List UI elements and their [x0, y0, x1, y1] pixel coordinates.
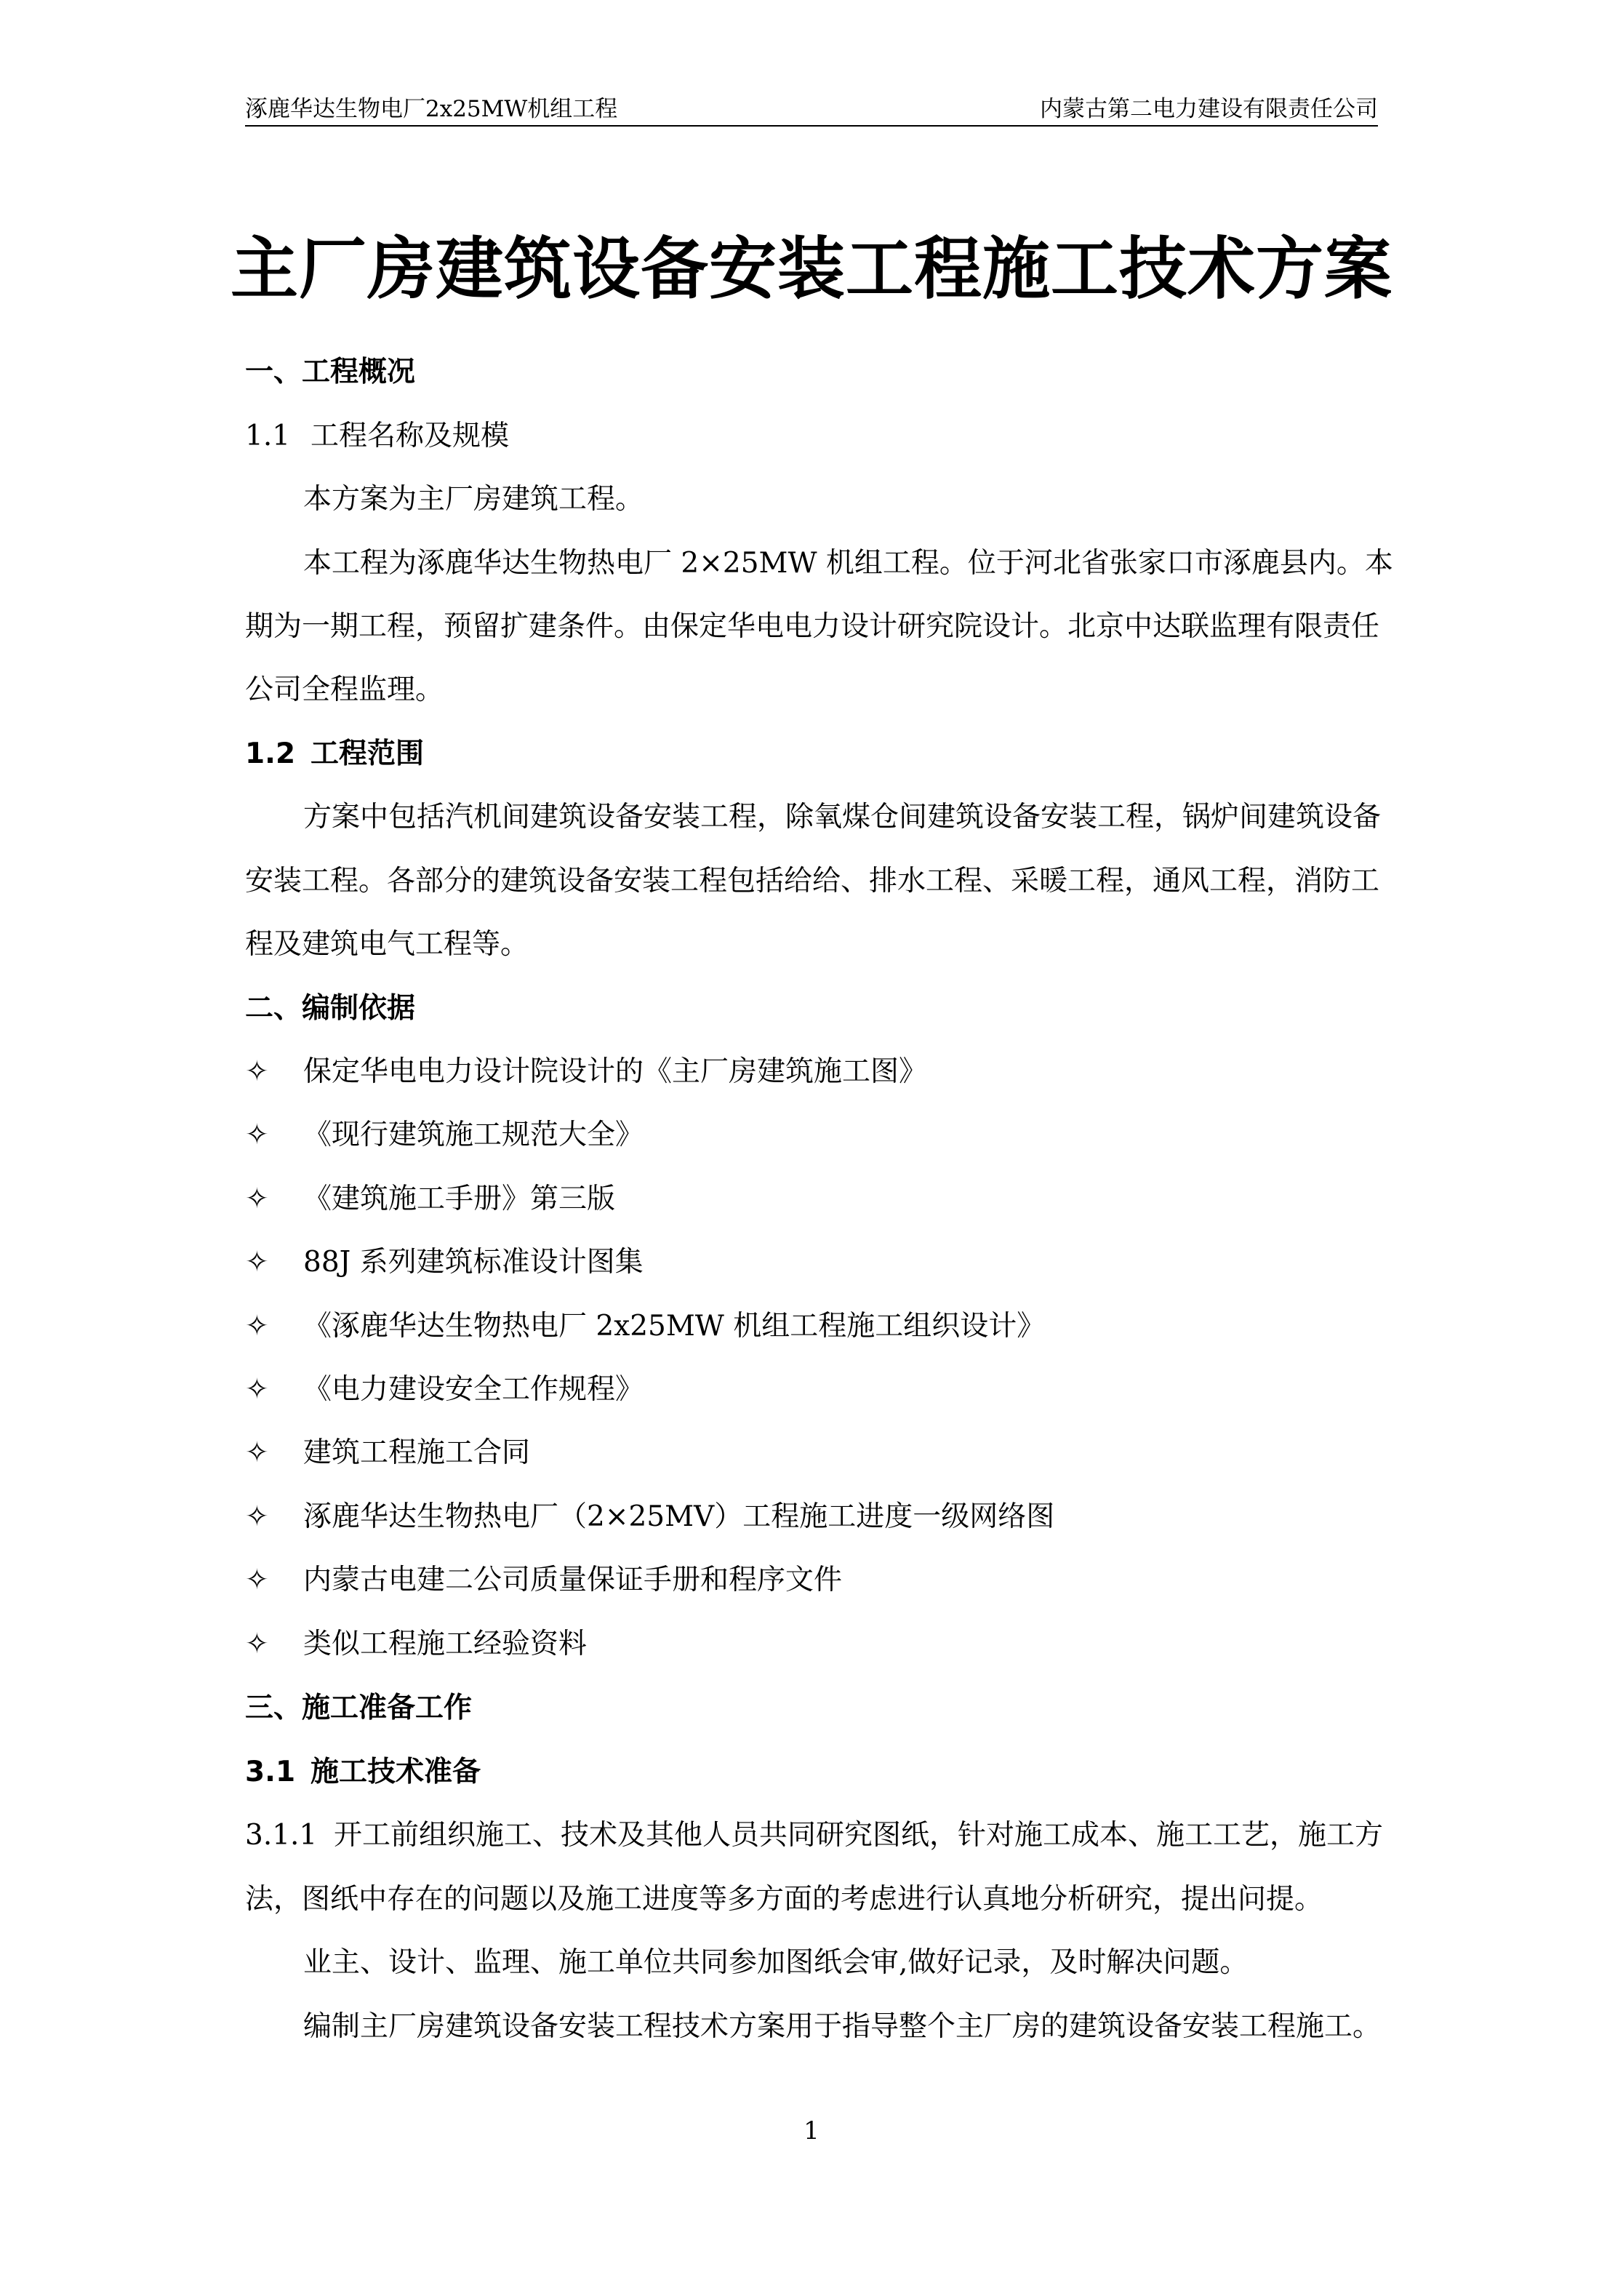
header-company-name: 内蒙古第二电力建设有限责任公司 — [1040, 96, 1378, 122]
clause-number: 3.1.1 — [245, 1819, 318, 1852]
basis-list-item — [245, 1177, 615, 1221]
paragraph-line: 法，图纸中存在的问题以及施工进度等多方面的考虑进行认真地分析研究，提出问提。 — [245, 1883, 1323, 1916]
basis-list-item-text: 《涿鹿华达生物热电厂 2x25MW 机组工程施工组织设计》 — [303, 1310, 1046, 1343]
document-title: 主厂房建筑设备安装工程施工技术方案 — [231, 230, 1392, 308]
basis-list-item — [245, 1050, 927, 1094]
basis-list-item — [245, 1623, 587, 1666]
diamond-star-icon: ✧ — [245, 1310, 269, 1343]
subsection-1-1 — [245, 415, 509, 458]
subsection-number: 1.1 — [245, 420, 291, 452]
diamond-star-icon: ✧ — [245, 1246, 269, 1279]
subsection-3-1 — [245, 1751, 481, 1794]
basis-list-item-text: 类似工程施工经验资料 — [303, 1628, 588, 1660]
section-heading-preparation: 三、施工准备工作 — [245, 1692, 473, 1724]
paragraph: 业主、设计、监理、施工单位共同参加图纸会审,做好记录，及时解决问题。 — [303, 1946, 1249, 1979]
subsection-title: 施工技术准备 — [310, 1756, 481, 1788]
subsection-number: 1.2 — [245, 737, 296, 770]
paragraph-line: 方案中包括汽机间建筑设备安装工程，除氧煤仓间建筑设备安装工程，锅炉间建筑设备 — [303, 801, 1382, 833]
diamond-star-icon: ✧ — [245, 1119, 269, 1151]
paragraph-line: 公司全程监理。 — [245, 673, 444, 706]
diamond-star-icon: ✧ — [245, 1436, 269, 1469]
basis-list-item-text: 保定华电电力设计院设计的《主厂房建筑施工图》 — [303, 1055, 928, 1088]
paragraph: 本方案为主厂房建筑工程。 — [303, 483, 644, 516]
diamond-star-icon: ✧ — [245, 1373, 269, 1406]
basis-list-item — [245, 1305, 1045, 1348]
paragraph-line: 开工前组织施工、技术及其他人员共同研究图纸，针对施工成本、施工工艺，施工方 — [334, 1819, 1384, 1852]
clause-3-1-1 — [245, 1814, 1383, 1857]
basis-list-item-text: 内蒙古电建二公司质量保证手册和程序文件 — [303, 1564, 843, 1596]
basis-list-item — [245, 1113, 644, 1157]
basis-list-item — [245, 1241, 644, 1284]
paragraph-line: 程及建筑电气工程等。 — [245, 928, 529, 961]
section-heading-basis: 二、编制依据 — [245, 992, 416, 1025]
basis-list-item-text: 《建筑施工手册》第三版 — [303, 1183, 616, 1215]
diamond-star-icon: ✧ — [245, 1500, 269, 1533]
diamond-star-icon: ✧ — [245, 1055, 269, 1088]
basis-list-item — [245, 1431, 530, 1475]
basis-list-item-text: 建筑工程施工合同 — [303, 1436, 531, 1469]
diamond-star-icon: ✧ — [245, 1183, 269, 1215]
diamond-star-icon: ✧ — [245, 1628, 269, 1660]
basis-list-item — [245, 1495, 1054, 1539]
basis-list-item — [245, 1368, 644, 1412]
paragraph-line: 本工程为涿鹿华达生物热电厂 2×25MW 机组工程。位于河北省张家口市涿鹿县内。本 — [303, 547, 1393, 580]
paragraph-line: 期为一期工程，预留扩建条件。由保定华电电力设计研究院设计。北京中达联监理有限责任 — [245, 610, 1380, 643]
subsection-1-2 — [245, 732, 424, 776]
section-heading-overview: 一、工程概况 — [245, 356, 416, 388]
basis-list-item-text: 《电力建设安全工作规程》 — [303, 1373, 644, 1406]
basis-list-item-text: 88J 系列建筑标准设计图集 — [303, 1246, 644, 1279]
basis-list-item — [245, 1559, 842, 1602]
subsection-title: 工程范围 — [310, 737, 425, 770]
page-number: 1 — [804, 2116, 819, 2145]
header-project-name: 涿鹿华达生物电厂2x25MW机组工程 — [245, 96, 618, 122]
subsection-title: 工程名称及规模 — [310, 420, 510, 452]
subsection-number: 3.1 — [245, 1756, 296, 1788]
diamond-star-icon: ✧ — [245, 1564, 269, 1596]
paragraph-line: 安装工程。各部分的建筑设备安装工程包括给给、排水工程、采暖工程，通风工程，消防工 — [245, 865, 1380, 897]
basis-list-item-text: 涿鹿华达生物热电厂（2×25MV）工程施工进度一级网络图 — [303, 1500, 1055, 1533]
paragraph: 编制主厂房建筑设备安装工程技术方案用于指导整个主厂房的建筑设备安装工程施工。 — [303, 2010, 1382, 2043]
page-header — [245, 93, 1378, 127]
basis-list-item-text: 《现行建筑施工规范大全》 — [303, 1119, 644, 1151]
